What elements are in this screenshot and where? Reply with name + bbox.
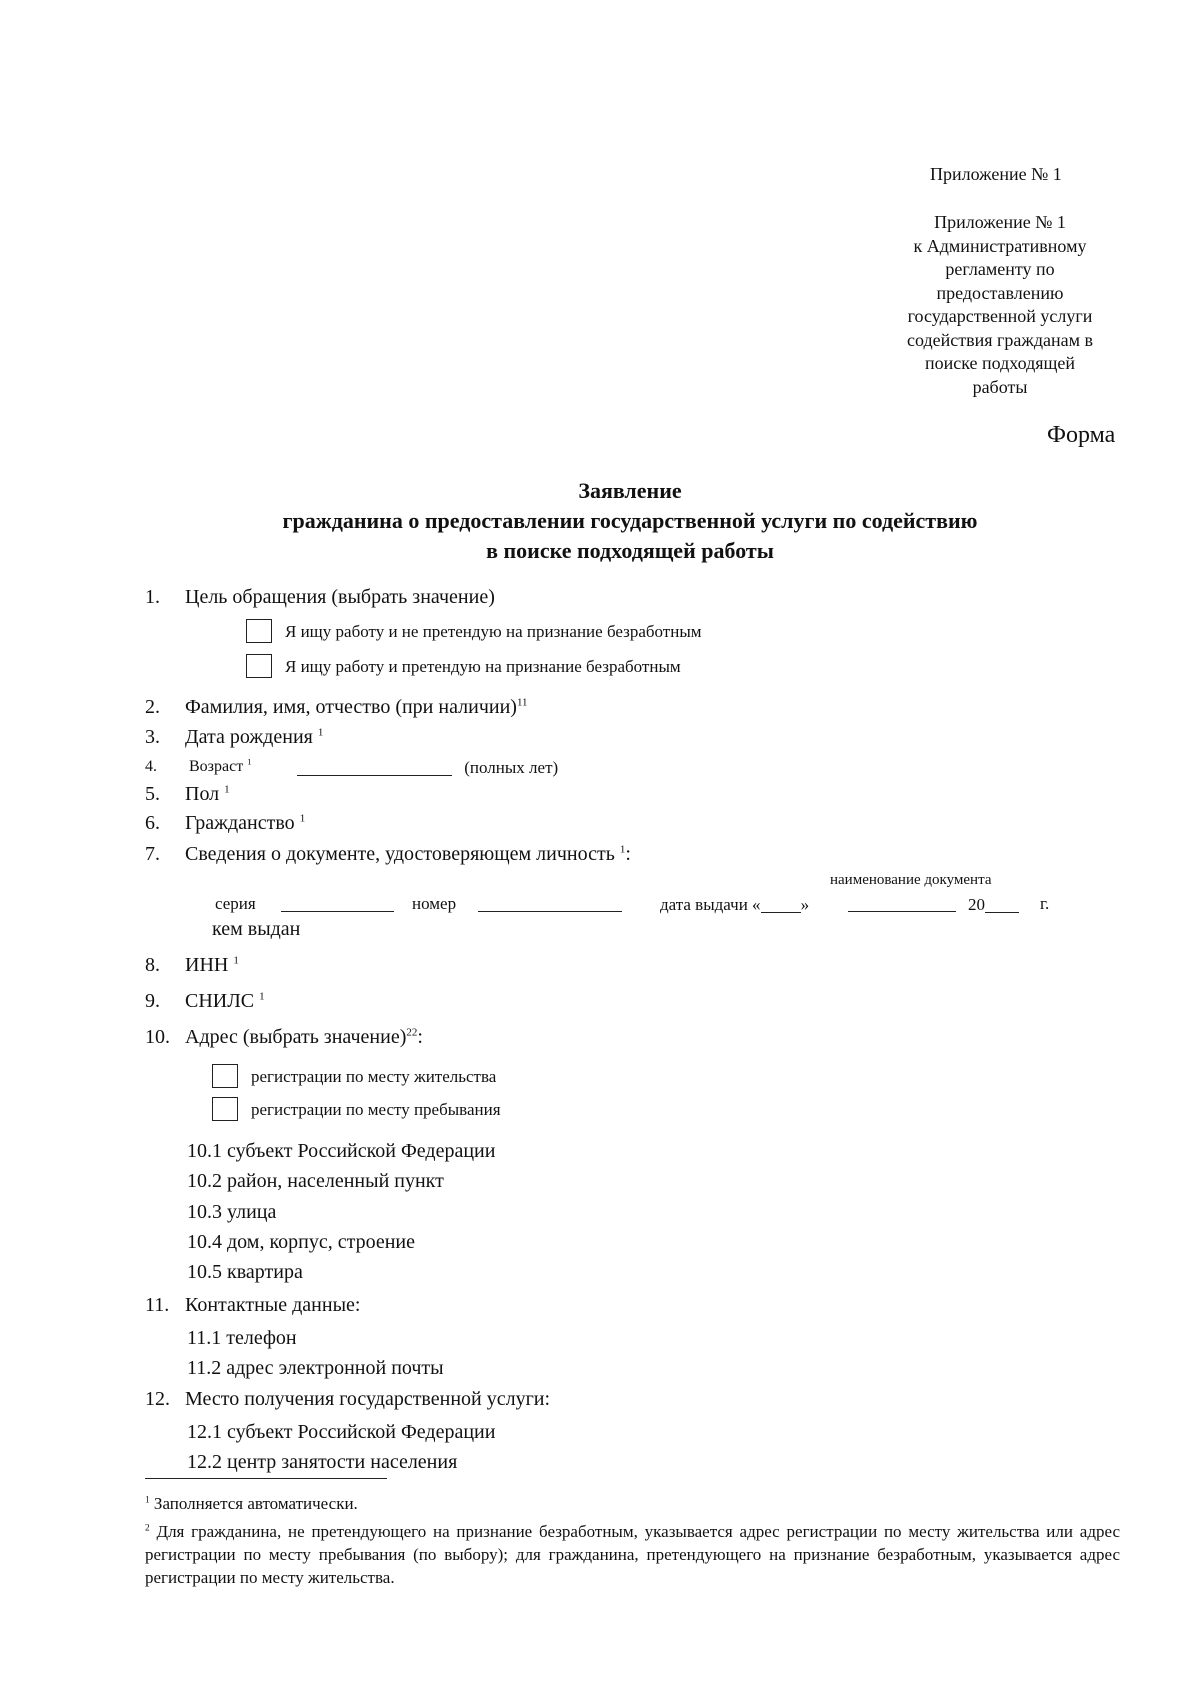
document-name-caption: наименование документа — [830, 872, 992, 888]
issue-day-input-line[interactable] — [761, 894, 801, 913]
title-line-3: в поиске подходящей работы — [486, 538, 774, 563]
item-2 — [145, 696, 528, 719]
issue-date-prefix: дата выдачи « — [660, 895, 761, 914]
age-input-line[interactable] — [297, 757, 452, 776]
footnote-2 — [145, 1520, 1120, 1589]
series-input-line[interactable] — [281, 893, 394, 912]
item-number: 5. — [145, 783, 160, 805]
subitem: 11.2 адрес электронной почты — [187, 1357, 444, 1379]
appendix-line: к Административному — [913, 235, 1087, 256]
item-number: 4. — [145, 758, 157, 775]
appendix-line: государственной услуги — [907, 306, 1093, 326]
item-1 — [145, 586, 495, 609]
footnote-ref: 1 — [247, 756, 252, 767]
appendix-line: Приложение № 1 — [934, 212, 1066, 232]
item-label: Контактные данные: — [185, 1294, 361, 1316]
address-option-2-label: регистрации по месту пребывания — [251, 1100, 501, 1119]
service-place-subitems — [187, 1417, 495, 1477]
issue-date-quote: » — [800, 895, 810, 914]
footnote-ref: 1 — [317, 726, 324, 739]
item-label: Место получения государственной услуги: — [185, 1388, 551, 1410]
appendix-block — [880, 211, 1120, 399]
series-label: серия — [215, 894, 256, 913]
item-10 — [145, 1026, 423, 1049]
form-label: Форма — [1047, 422, 1116, 448]
purpose-option-1-label: Я ищу работу и не претендую на признание безработным — [285, 622, 702, 641]
subitem: 10.2 район, населенный пункт — [187, 1170, 444, 1193]
item-5 — [145, 783, 230, 806]
item-number: 3. — [145, 726, 160, 748]
item-colon: : — [625, 843, 631, 865]
item-label: СНИЛС — [185, 990, 260, 1012]
item-9 — [145, 990, 265, 1013]
appendix-line: предоставлению — [936, 282, 1064, 303]
item-number: 2. — [145, 696, 160, 718]
subitem: 12.1 субъект Российской Федерации — [187, 1421, 496, 1443]
contact-subitems — [187, 1323, 444, 1383]
issue-date-row — [660, 894, 809, 915]
footnote-text: Для гражданина, не претендующего на признание безработным, указывается адрес регистрации по месту жительства или адрес регистрации по месту пребывания (по выбору); для гражданина, претендующего на признание безработным, указывается адрес регистрации по месту жительства. — [145, 1522, 1120, 1587]
item-number: 1. — [145, 586, 160, 608]
item-number: 11. — [145, 1294, 170, 1316]
issue-year-input-line[interactable] — [985, 894, 1019, 913]
footnote-ref: 1 — [233, 954, 239, 967]
item-label: Адрес (выбрать значение) — [185, 1026, 407, 1048]
subitem: 12.2 центр занятости населения — [187, 1451, 458, 1473]
number-input-line[interactable] — [478, 893, 622, 912]
item-label: Цель обращения (выбрать значение) — [185, 586, 495, 608]
footnote-ref: 22 — [406, 1026, 418, 1039]
item-8 — [145, 954, 239, 977]
item-11 — [145, 1294, 360, 1317]
footnote-ref: 1 — [259, 990, 265, 1003]
appendix-line: работы — [972, 376, 1028, 397]
item-number: 9. — [145, 990, 160, 1012]
subitem: 10.5 квартира — [187, 1261, 303, 1284]
item-6 — [145, 812, 305, 835]
page-title — [0, 476, 1200, 566]
item-number: 12. — [145, 1388, 170, 1410]
address-subitems — [187, 1136, 495, 1287]
issued-by-label: кем выдан — [212, 918, 301, 940]
age-field-row — [297, 757, 558, 778]
footnote-ref: 1 — [224, 783, 230, 796]
subitem: 10.4 дом, корпус, строение — [187, 1230, 415, 1253]
subitem: 10.3 улица — [187, 1200, 277, 1223]
footnote-separator — [145, 1478, 387, 1479]
item-label: ИНН — [185, 954, 234, 976]
footnote-mark: 1 — [145, 1495, 150, 1506]
appendix-line: содействия гражданам в — [907, 329, 1093, 350]
issue-year-row — [968, 894, 1019, 915]
footnote-1 — [145, 1492, 1120, 1515]
item-colon: : — [417, 1026, 423, 1048]
item-number: 8. — [145, 954, 160, 976]
footnote-text: Заполняется автоматически. — [149, 1494, 358, 1513]
subitem: 11.1 телефон — [187, 1327, 297, 1349]
title-line-2: гражданина о предоставлении государственной услуги по содействию — [282, 508, 978, 533]
year-prefix: 20 — [968, 895, 985, 914]
year-suffix: г. — [1040, 894, 1050, 913]
footnote-ref: 11 — [516, 696, 528, 709]
item-4 — [145, 758, 252, 776]
address-checkbox-2[interactable] — [212, 1097, 238, 1121]
footnote-mark: 2 — [145, 1523, 150, 1534]
purpose-option-2-label: Я ищу работу и претендую на признание безработным — [285, 657, 681, 676]
issue-month-input-line[interactable] — [848, 893, 956, 912]
item-label: Пол — [185, 783, 225, 805]
appendix-line: поиске подходящей — [924, 353, 1076, 373]
footnote-ref: 1 — [299, 812, 306, 825]
number-label: номер — [412, 894, 457, 913]
item-12 — [145, 1388, 550, 1411]
item-number: 7. — [145, 843, 160, 865]
item-3 — [145, 726, 323, 749]
item-label: Гражданство — [185, 812, 300, 834]
address-option-1-label: регистрации по месту жительства — [251, 1067, 497, 1086]
item-label: Возраст — [189, 758, 248, 775]
item-label: Фамилия, имя, отчество (при наличии) — [185, 696, 517, 718]
item-label: Сведения о документе, удостоверяющем личность — [185, 843, 620, 865]
item-number: 10. — [145, 1026, 170, 1048]
purpose-checkbox-1[interactable] — [246, 619, 272, 643]
title-line-1: Заявление — [578, 478, 682, 503]
appendix-line: регламенту по — [945, 259, 1055, 279]
purpose-checkbox-2[interactable] — [246, 654, 272, 678]
footnote-ref: 1 — [619, 843, 626, 856]
item-label: Дата рождения — [185, 726, 318, 748]
subitem: 10.1 субъект Российской Федерации — [187, 1140, 496, 1162]
item-number: 6. — [145, 812, 160, 834]
item-7 — [145, 843, 631, 866]
age-suffix: (полных лет) — [464, 758, 559, 777]
address-checkbox-1[interactable] — [212, 1064, 238, 1088]
appendix-top-label: Приложение № 1 — [930, 164, 1062, 184]
